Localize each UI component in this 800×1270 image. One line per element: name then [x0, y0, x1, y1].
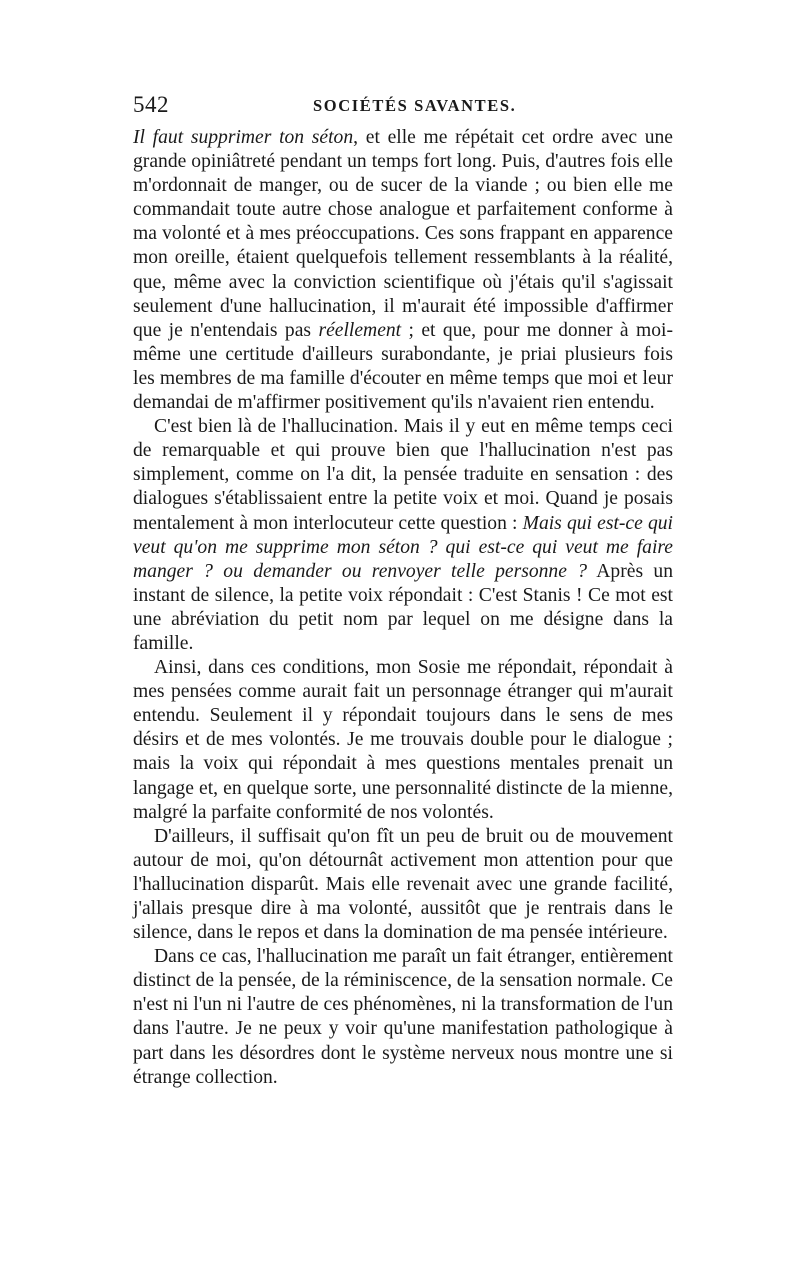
paragraph-2: [133, 415, 673, 656]
italic-question: Mais qui est-ce qui veut qu'on me supprime mon séton ? qui est-ce qui veut me faire manger ? ou demander ou renvoyer telle personne ?: [133, 512, 673, 582]
paragraph-4: D'ailleurs, il suffisait qu'on fît un peu de bruit ou de mouvement autour de moi, qu'on détournât activement mon attention pour que l'hallucination disparût. Mais elle revenait avec une grande facilité, j'allais presque dire à ma volonté, aussitôt que je rentrais dans le silence, dans le repos et dans la domination de ma pensée intérieure.: [133, 825, 673, 944]
paragraph-3: Ainsi, dans ces conditions, mon Sosie me répondait, répondait à mes pensées comme aurait fait un personnage étranger qui m'aurait entendu. Seulement il y répondait toujours dans le sens de mes désirs et de mes volontés. Je me trouvais double pour le dialogue ; mais la voix qui répondait à mes questions mentales prenait un langage et, en quelque sorte, une personnalité distincte de la mienne, malgré la parfaite conformité de nos volontés.: [133, 657, 673, 823]
paragraph-2-text-a: C'est bien là de l'hallucination. Mais il y eut en même temps ceci de remarquable et qui prouve bien que l'hallucination n'est pas simplement, comme on l'a dit, la pensée traduite en sensation : des dialogues s'établissaient entre la petite voix et moi. Quand je posais mentalement à mon interlocuteur cette question :: [133, 416, 673, 534]
italic-quote: Il faut supprimer ton séton: [133, 127, 354, 148]
body-text: [133, 126, 673, 1090]
paragraph-5: Dans ce cas, l'hallucination me paraît un fait étranger, entièrement distinct de la pensée, de la réminiscence, de la sensation normale. Ce n'est ni l'un ni l'autre de ces phénomènes, ni la transformation de l'un dans l'autre. Je ne peux y voir qu'une manifestation pathologique à part dans les désordres dont le système nerveux nous montre une si étrange collection.: [133, 946, 673, 1088]
paragraph-2-text-b: Après un instant de silence, la petite voix répondait : C'est Stanis ! Ce mot est une abréviation du petit nom par lequel on me désigne dans la famille.: [133, 560, 673, 654]
italic-emphasis: réellement: [318, 319, 402, 341]
running-head: [133, 92, 683, 122]
paragraph-1: [133, 126, 673, 415]
paragraph-1-text-b: ; et que, pour me donner à moi-même une certitude d'ailleurs surabondante, je priai plusieurs fois les membres de ma famille d'écouter en même temps que moi et leur demandai de m'affirmer positivement qu'ils n'avaient rien entendu.: [133, 319, 673, 414]
page-number: 542: [133, 92, 169, 117]
section-title: SOCIÉTÉS SAVANTES.: [313, 96, 517, 115]
paragraph-1-text-a: , et elle me répétait cet ordre avec une grande opiniâtreté pendant un temps fort long. Puis, d'autres fois elle m'ordonnait de manger, ou de sucer de la viande ; ou bien elle me commandait toute autre chose analogue et parfaitement conforme à ma volonté et à mes préoccupations. Ces sons frappant en apparence mon oreille, étaient quelquefois tellement ressemblants à la réalité, que, même avec la conviction scientifique où j'étais qu'il s'agissait seulement d'une hallucination, il m'aurait été impossible d'affirmer que je n'entendais pas: [133, 127, 674, 341]
